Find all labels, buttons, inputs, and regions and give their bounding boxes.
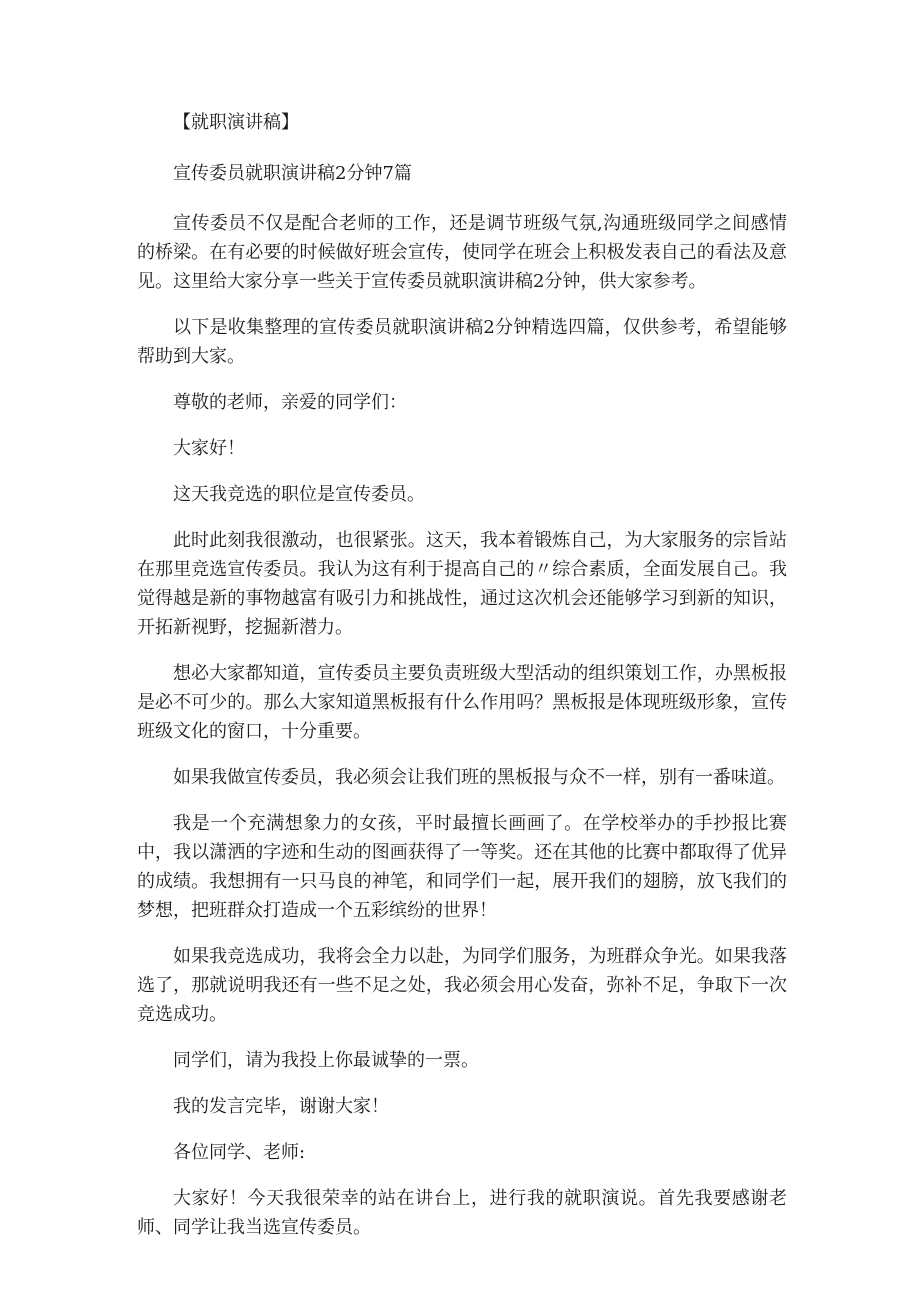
paragraph: 大家好！今天我很荣幸的站在讲台上，进行我的就职演说。首先我要感谢老师、同学让我当选宣传委员。 <box>137 1188 787 1238</box>
document-subtitle: 宣传委员就职演讲稿2分钟7篇 <box>173 163 412 184</box>
paragraph: 宣传委员不仅是配合老师的工作，还是调节班级气氛,沟通班级同学之间感情的桥梁。在有必要的时候做好班会宣传，使同学在班会上积极发表自己的看法及意见。这里给大家分享一些关于宣传委员就职演讲稿2分钟，供大家参考。 <box>137 213 787 292</box>
paragraph: 如果我做宣传委员，我必须会让我们班的黑板报与众不一样，别有一番味道。 <box>173 767 785 788</box>
paragraph: 我是一个充满想象力的女孩，平时最擅长画画了。在学校举办的手抄报比赛中，我以潇洒的字迹和生动的图画获得了一等奖。还在其他的比赛中都取得了优异的成绩。我想拥有一只马良的神笔，和同学们一起，展开我们的翅膀，放飞我们的梦想，把班群众打造成一个五彩缤纷的世界！ <box>137 813 787 921</box>
paragraph: 尊敬的老师，亲爱的同学们： <box>173 392 407 413</box>
bracket-title: 【就职演讲稿】 <box>173 112 299 133</box>
paragraph: 同学们，请为我投上你最诚挚的一票。 <box>173 1050 479 1071</box>
paragraph: 这天我竞选的职位是宣传委员。 <box>173 484 425 505</box>
document-body <box>137 108 787 1259</box>
paragraph: 大家好！ <box>173 438 245 459</box>
paragraph: 我的发言完毕，谢谢大家！ <box>173 1096 389 1117</box>
paragraph: 如果我竞选成功，我将会全力以赴，为同学们服务，为班群众争光。如果我落选了，那就说明我还有一些不足之处，我必须会用心发奋，弥补不足，争取下一次竞选成功。 <box>137 946 787 1025</box>
paragraph: 此时此刻我很激动，也很紧张。这天，我本着锻炼自己，为大家服务的宗旨站在那里竞选宣传委员。我认为这有利于提高自己的〃综合素质，全面发展自己。我觉得越是新的事物越富有吸引力和挑战性，通过这次机会还能够学习到新的知识，开拓新视野，挖掘新潜力。 <box>137 530 787 638</box>
paragraph: 以下是收集整理的宣传委员就职演讲稿2分钟精选四篇，仅供参考，希望能够帮助到大家。 <box>137 317 787 367</box>
paragraph: 各位同学、老师: <box>173 1142 306 1163</box>
paragraph: 想必大家都知道，宣传委员主要负责班级大型活动的组织策划工作，办黑板报是必不可少的。那么大家知道黑板报有什么作用吗？黑板报是体现班级形象，宣传班级文化的窗口，十分重要。 <box>137 663 787 742</box>
